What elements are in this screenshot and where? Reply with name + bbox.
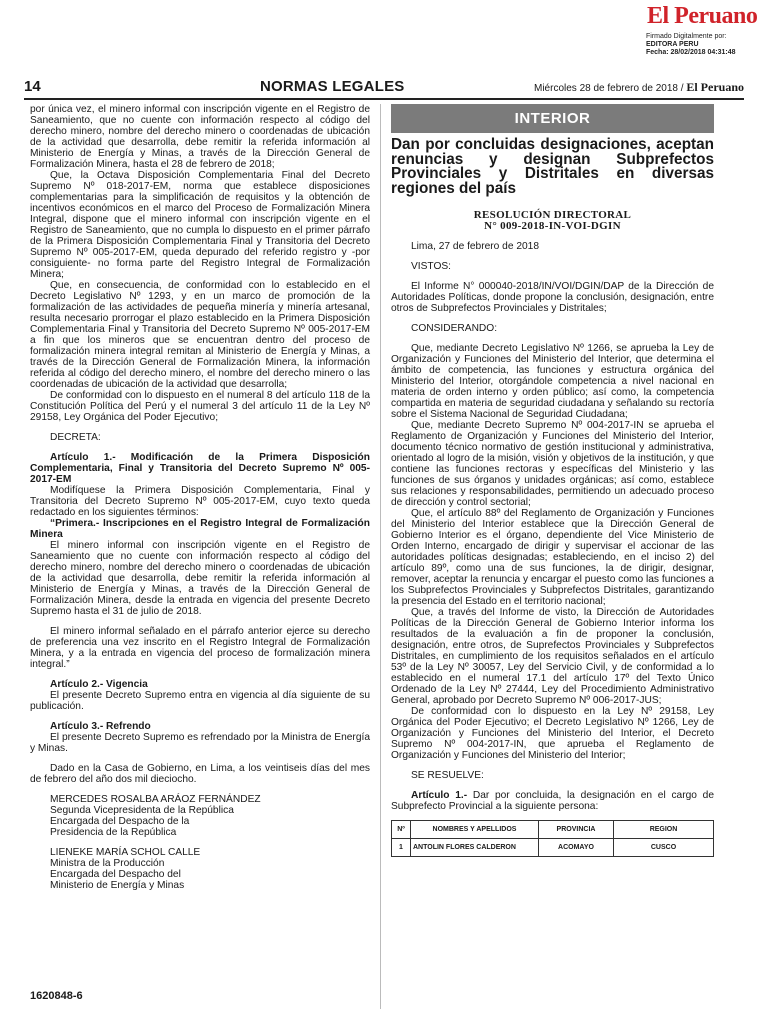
- signature-title: Segunda Vicepresidenta de la República: [50, 805, 234, 816]
- primera-paragraph: El minero informal con inscripción vigente en el Registro de Saneamiento que no cuente con información respecto al código del derecho minero, nombre del derecho minero o coordenadas de ubicación de la actividad que desarrolla, debe remitir la referida información al Ministerio de Energía y Minas, a través de la Dirección General de Formalización Minera, desde la entrada en vigencia del presente Decreto Supremo hasta el 31 de julio de 2018.: [30, 540, 370, 617]
- signature-name: MERCEDES ROSALBA ARÁOZ FERNÁNDEZ: [50, 794, 261, 805]
- right-column: [391, 104, 714, 857]
- vistos-heading: VISTOS:: [411, 261, 452, 272]
- article-3-text: El presente Decreto Supremo es refrendado por la Ministra de Energía y Minas.: [30, 732, 370, 754]
- table-cell: 1: [392, 839, 411, 857]
- signature-title: Encargada del Despacho del: [50, 869, 181, 880]
- article-1-title: Artículo 1.- Modificación de la Primera Disposición Complementaria, Final y Transitoria del Decreto Supremo Nº 005-2017-EM: [30, 452, 370, 485]
- considerando-heading: CONSIDERANDO:: [411, 323, 498, 334]
- signature-name: LIENEKE MARÍA SCHOL CALLE: [50, 847, 201, 858]
- masthead-logo: El Peruano: [647, 3, 758, 29]
- column-header: REGION: [614, 821, 714, 839]
- page-number: 14: [24, 78, 41, 95]
- article-2-text: El presente Decreto Supremo entra en vigencia al día siguiente de su publicación.: [30, 690, 370, 712]
- resolution-title: RESOLUCIÓN DIRECTORAL: [473, 209, 632, 221]
- page-header: [24, 76, 744, 96]
- resolution-number: N° 009-2018-IN-VOI-DGIN: [484, 220, 621, 232]
- date-text: Miércoles 28 de febrero de 2018 /: [534, 83, 684, 94]
- paragraph: Que, mediante Decreto Supremo Nº 004-2017-IN se aprueba el Reglamento de Organización y Funciones del Ministerio del Interior, documento técnico normativo de gestión institucional y administrativa, orientado al logro de la misión, visión y objetivos de la institución, y que contiene las funciones rectoras y específicas del Ministerio y las funciones de sus órganos y unidades orgánicas; así como, establece sus relaciones y responsabilidades, permitiendo un adecuado proceso de dirección y control sectorial;: [391, 420, 714, 508]
- table-row: [392, 839, 714, 857]
- paragraph: Que, el artículo 88º del Reglamento de Organización y Funciones del Ministerio del Interior establece que la Dirección General de Gobierno Interior es el órgano, dependiente del Vice Ministerio de Orden Interno, encargado de dirigir y supervisar el accionar de las autoridades políticas designadas; estableciendo, en el inciso 2) del artículo 89º, como una de sus funciones, la de dirigir, designar, remover, aceptar la renuncia y encargar el puesto como las funciones a los Subprefectos Provinciales y Subprefectos Distritales, garantizando la presencia del Estado en el territorio nacional;: [391, 508, 714, 607]
- primera-title: “Primera.- Inscripciones en el Registro Integral de Formalización Minera: [30, 518, 370, 540]
- left-column: [30, 104, 370, 891]
- article-1-text: Modifíquese la Primera Disposición Complementaria, Final y Transitoria del Decreto Supremo Nº 005-2017-EM, cuyo texto queda redactado en los siguientes términos:: [30, 485, 370, 518]
- paragraph: Que, a través del Informe de visto, la Dirección de Autoridades Políticas de la Dirección General de Gobierno Interior informa los resultados de la evaluación a fin de proponer la conclusión, designación, entre otros, de Suprefectos Provinciales y Subprefectos Distritales, en cumplimiento de los requisitos señalados en el artículo 53º de la Ley Nº 30057, Ley del Servicio Civil, y de conformidad a lo establecido en el numeral 17.1 del artículo 17º del Texto Único Ordenado de la Ley Nº 27444, Ley del Procedimiento Administrativo General, aprobado por Decreto Supremo Nº 006-2017-JUS;: [391, 607, 714, 706]
- paragraph: De conformidad con lo dispuesto en la Ley Nº 29158, Ley Orgánica del Poder Ejecutivo; el Decreto Legislativo Nº 1266, Ley de Organización y Funciones del Ministerio del Interior, el Decreto Supremo Nº 004-2017-IN, que aprueba el Reglamento de Organización y Funciones del Ministerio del Interior;: [391, 706, 714, 761]
- signature-title: Ministerio de Energía y Minas: [50, 880, 185, 891]
- table-cell: ANTOLIN FLORES CALDERON: [411, 839, 539, 857]
- resuelve-heading: SE RESUELVE:: [411, 770, 484, 781]
- column-header: NOMBRES Y APELLIDOS: [411, 821, 539, 839]
- publication-date: [534, 80, 744, 95]
- digital-signature: [646, 33, 736, 57]
- section-band: INTERIOR: [391, 104, 714, 133]
- column-header: PROVINCIA: [539, 821, 614, 839]
- table-cell: CUSCO: [614, 839, 714, 857]
- resolution-date: Lima, 27 de febrero de 2018: [411, 241, 540, 252]
- article-3-title: Artículo 3.- Refrendo: [50, 721, 151, 732]
- document-code: 1620848-6: [30, 990, 83, 1002]
- decreta-heading: DECRETA:: [50, 432, 101, 443]
- table-header-row: [392, 821, 714, 839]
- section-title: NORMAS LEGALES: [260, 78, 405, 95]
- dado-paragraph: Dado en la Casa de Gobierno, en Lima, a los veintiseis días del mes de febrero del año dos mil dieciocho.: [30, 763, 370, 785]
- table-cell: ACOMAYO: [539, 839, 614, 857]
- paragraph: Que, la Octava Disposición Complementaria Final del Decreto Supremo Nº 018-2017-EM, norma que establece disposiciones complementarias para la simplificación de requisitos y la obtención de incentivos económicos en el marco del Proceso de Formalización Minera Integral, dispone que el minero informal con inscripción vigente en el Registro de Saneamiento, que no cumpla lo dispuesto en el primer párrafo de la Primera Disposición Complementaria Final y Transitoria del Decreto Supremo Nº 005-2017-EM, queda depurado del referido registro y -por consiguiente- no forma parte del Registro Integral de Formalización Minera;: [30, 170, 370, 280]
- signature-line: Firmado Digitalmente por:: [646, 33, 727, 40]
- signature-title: Ministra de la Producción: [50, 858, 165, 869]
- subprefect-table: [391, 820, 714, 857]
- signature-line: Fecha: 28/02/2018 04:31:48: [646, 49, 736, 56]
- paragraph: El Informe N° 000040-2018/IN/VOI/DGIN/DAP de la Dirección de Autoridades Políticas, donde propone la conclusión, designación, entre otros de Subprefectos Provinciales y Distritales;: [391, 281, 714, 314]
- article-1-title: Artículo 1.-: [411, 790, 468, 801]
- signature-title: Encargada del Despacho de la: [50, 816, 190, 827]
- paragraph: De conformidad con lo dispuesto en el numeral 8 del artículo 118 de la Constitución Política del Perú y el numeral 3 del artículo 11 de la Ley Nº 29158, Ley Orgánica del Poder Ejecutivo;: [30, 390, 370, 423]
- article-1-text: Dar por concluida, la designación en el cargo de Subprefecto Provincial a la siguiente persona:: [391, 790, 714, 812]
- column-header: Nº: [392, 821, 411, 839]
- column-divider: [380, 104, 381, 1009]
- article-1-paragraph: [391, 790, 714, 812]
- article-headline: Dan por concluidas designaciones, aceptan renuncias y designan Subprefectos Provinciales y Distritales en diversas regiones del país: [391, 136, 714, 197]
- signature-line: EDITORA PERU: [646, 41, 699, 48]
- paper-name: El Peruano: [686, 80, 744, 94]
- signature-title: Presidencia de la República: [50, 827, 177, 838]
- signature-block: [30, 847, 370, 891]
- paragraph: Que, en consecuencia, de conformidad con lo establecido en el Decreto Legislativo Nº 1293, y en un marco de promoción de la formalización de las actividades de pequeña minería y minería artesanal, resulta necesario prorrogar el plazo establecido en la Primera Disposición Complementaria Final y Transitoria del Decreto Supremo Nº 005-2017-EM a fin que los mineros que se encuentran dentro del proceso de formalización minera integral remitan al Ministerio de Energía y Minas, a través de la Dirección General de Formalización Minera, la información referida al código del derecho minero, el nombre del derecho minero o las coordenadas de ubicación de la actividad que desarrolla;: [30, 280, 370, 390]
- paragraph: por única vez, el minero informal con inscripción vigente en el Registro de Saneamiento, que no cuente con información respecto al código del derecho minero, nombre del derecho minero o coordenadas de ubicación de la actividad que desarrolla, debe remitir la referida información al Ministerio de Energía y Minas, a través de la Dirección General de Formalización Minera, hasta el 28 de febrero de 2018;: [30, 104, 370, 170]
- header-rule: [24, 98, 744, 100]
- article-2-title: Artículo 2.- Vigencia: [50, 679, 148, 690]
- primera-paragraph: El minero informal señalado en el párrafo anterior ejerce su derecho de preferencia una vez inscrito en el Registro Integral de Formalización Minera, y a la entrada en vigencia del proceso de formalización minera integral.”: [30, 626, 370, 670]
- paragraph: Que, mediante Decreto Legislativo Nº 1266, se aprueba la Ley de Organización y Funciones del Ministerio del Interior, que determina el ámbito de competencia, las funciones y estructura orgánica del Ministerio del Interior, otorgándole competencia a nivel nacional en materia de orden interno y orden público; así como, la competencia compartida en materia de seguridad ciudadana y señalando su rectoría sobre el Sistema Nacional de Seguridad Ciudadana;: [391, 343, 714, 420]
- signature-block: [30, 794, 370, 838]
